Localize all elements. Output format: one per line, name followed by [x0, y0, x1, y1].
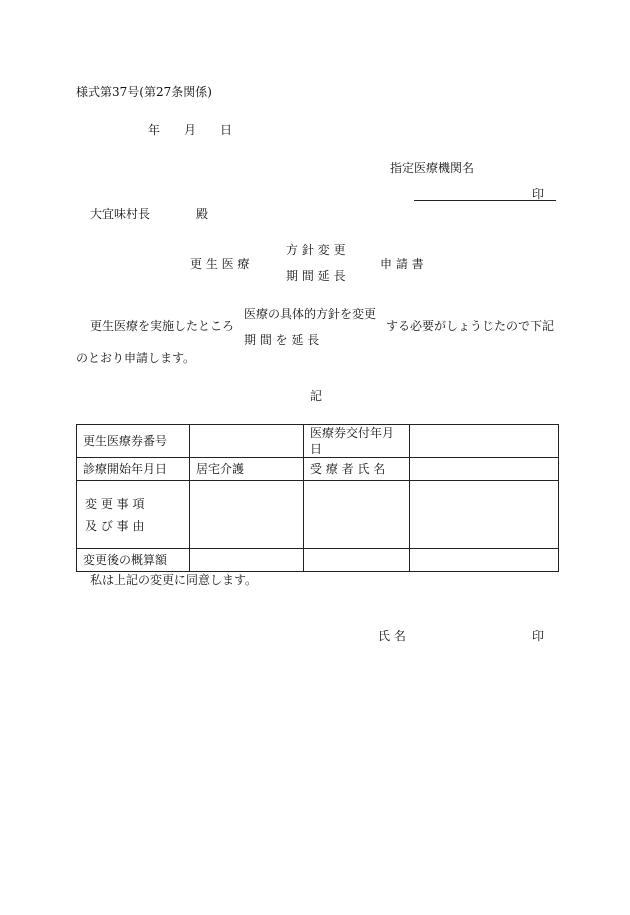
consent-statement: 私は上記の変更に同意します。: [90, 573, 258, 587]
ticket-issue-date-label: 医療券交付年月日: [304, 425, 410, 458]
body-option-policy-change: 医療の具体的方針を変更: [244, 307, 377, 321]
change-items-label-line2: 及 び 事 由: [85, 518, 145, 533]
table-row: [77, 425, 559, 458]
medical-ticket-number-value[interactable]: [190, 425, 304, 458]
change-items-label: [77, 481, 190, 549]
treatment-start-date-value[interactable]: 居宅介護: [190, 458, 304, 481]
signature-seal: 印: [532, 629, 545, 643]
application-table: [76, 424, 559, 572]
table-row: [77, 549, 559, 572]
ki-heading: 記: [310, 389, 323, 403]
institution-underline: [414, 200, 556, 201]
date-day-label: 日: [220, 123, 233, 137]
change-items-value-3[interactable]: [410, 481, 559, 549]
treatment-start-date-label: 診療開始年月日: [77, 458, 190, 481]
change-items-label-line1: 変 更 事 項: [85, 496, 145, 511]
patient-name-label: 受 療 者 氏 名: [304, 458, 410, 481]
title-suffix: 申 請 書: [380, 257, 424, 271]
date-year-label: 年: [148, 123, 161, 137]
body-option-period-extension: 期 間 を 延 長: [244, 333, 320, 347]
institution-seal: 印: [532, 187, 545, 201]
body-tail: する必要がしょうじたので下記: [386, 319, 555, 333]
addressee-honorific: 殿: [196, 207, 209, 221]
estimated-cost-value-1[interactable]: [190, 549, 304, 572]
table-row: [77, 481, 559, 549]
ticket-issue-date-value[interactable]: [410, 425, 559, 458]
institution-label: 指定医療機関名: [390, 161, 475, 175]
medical-ticket-number-label: 更生医療券番号: [77, 425, 190, 458]
table-row: [77, 458, 559, 481]
addressee-mayor: 大宜味村長: [90, 207, 151, 221]
date-month-label: 月: [184, 123, 197, 137]
patient-name-value[interactable]: [410, 458, 559, 481]
estimated-cost-value-3[interactable]: [410, 549, 559, 572]
signature-name-label: 氏 名: [378, 629, 406, 643]
title-prefix: 更 生 医 療: [190, 257, 250, 271]
title-option-period-extension: 期 間 延 長: [286, 269, 346, 283]
title-option-policy-change: 方 針 変 更: [286, 243, 346, 257]
change-items-value-1[interactable]: [190, 481, 304, 549]
estimated-cost-value-2[interactable]: [304, 549, 410, 572]
change-items-value-2[interactable]: [304, 481, 410, 549]
estimated-cost-label: 変更後の概算額: [77, 549, 190, 572]
body-line-2: のとおり申請します。: [76, 351, 196, 365]
form-number: 様式第37号(第27条関係): [76, 85, 212, 99]
body-lead: 更生医療を実施したところ: [90, 319, 235, 333]
